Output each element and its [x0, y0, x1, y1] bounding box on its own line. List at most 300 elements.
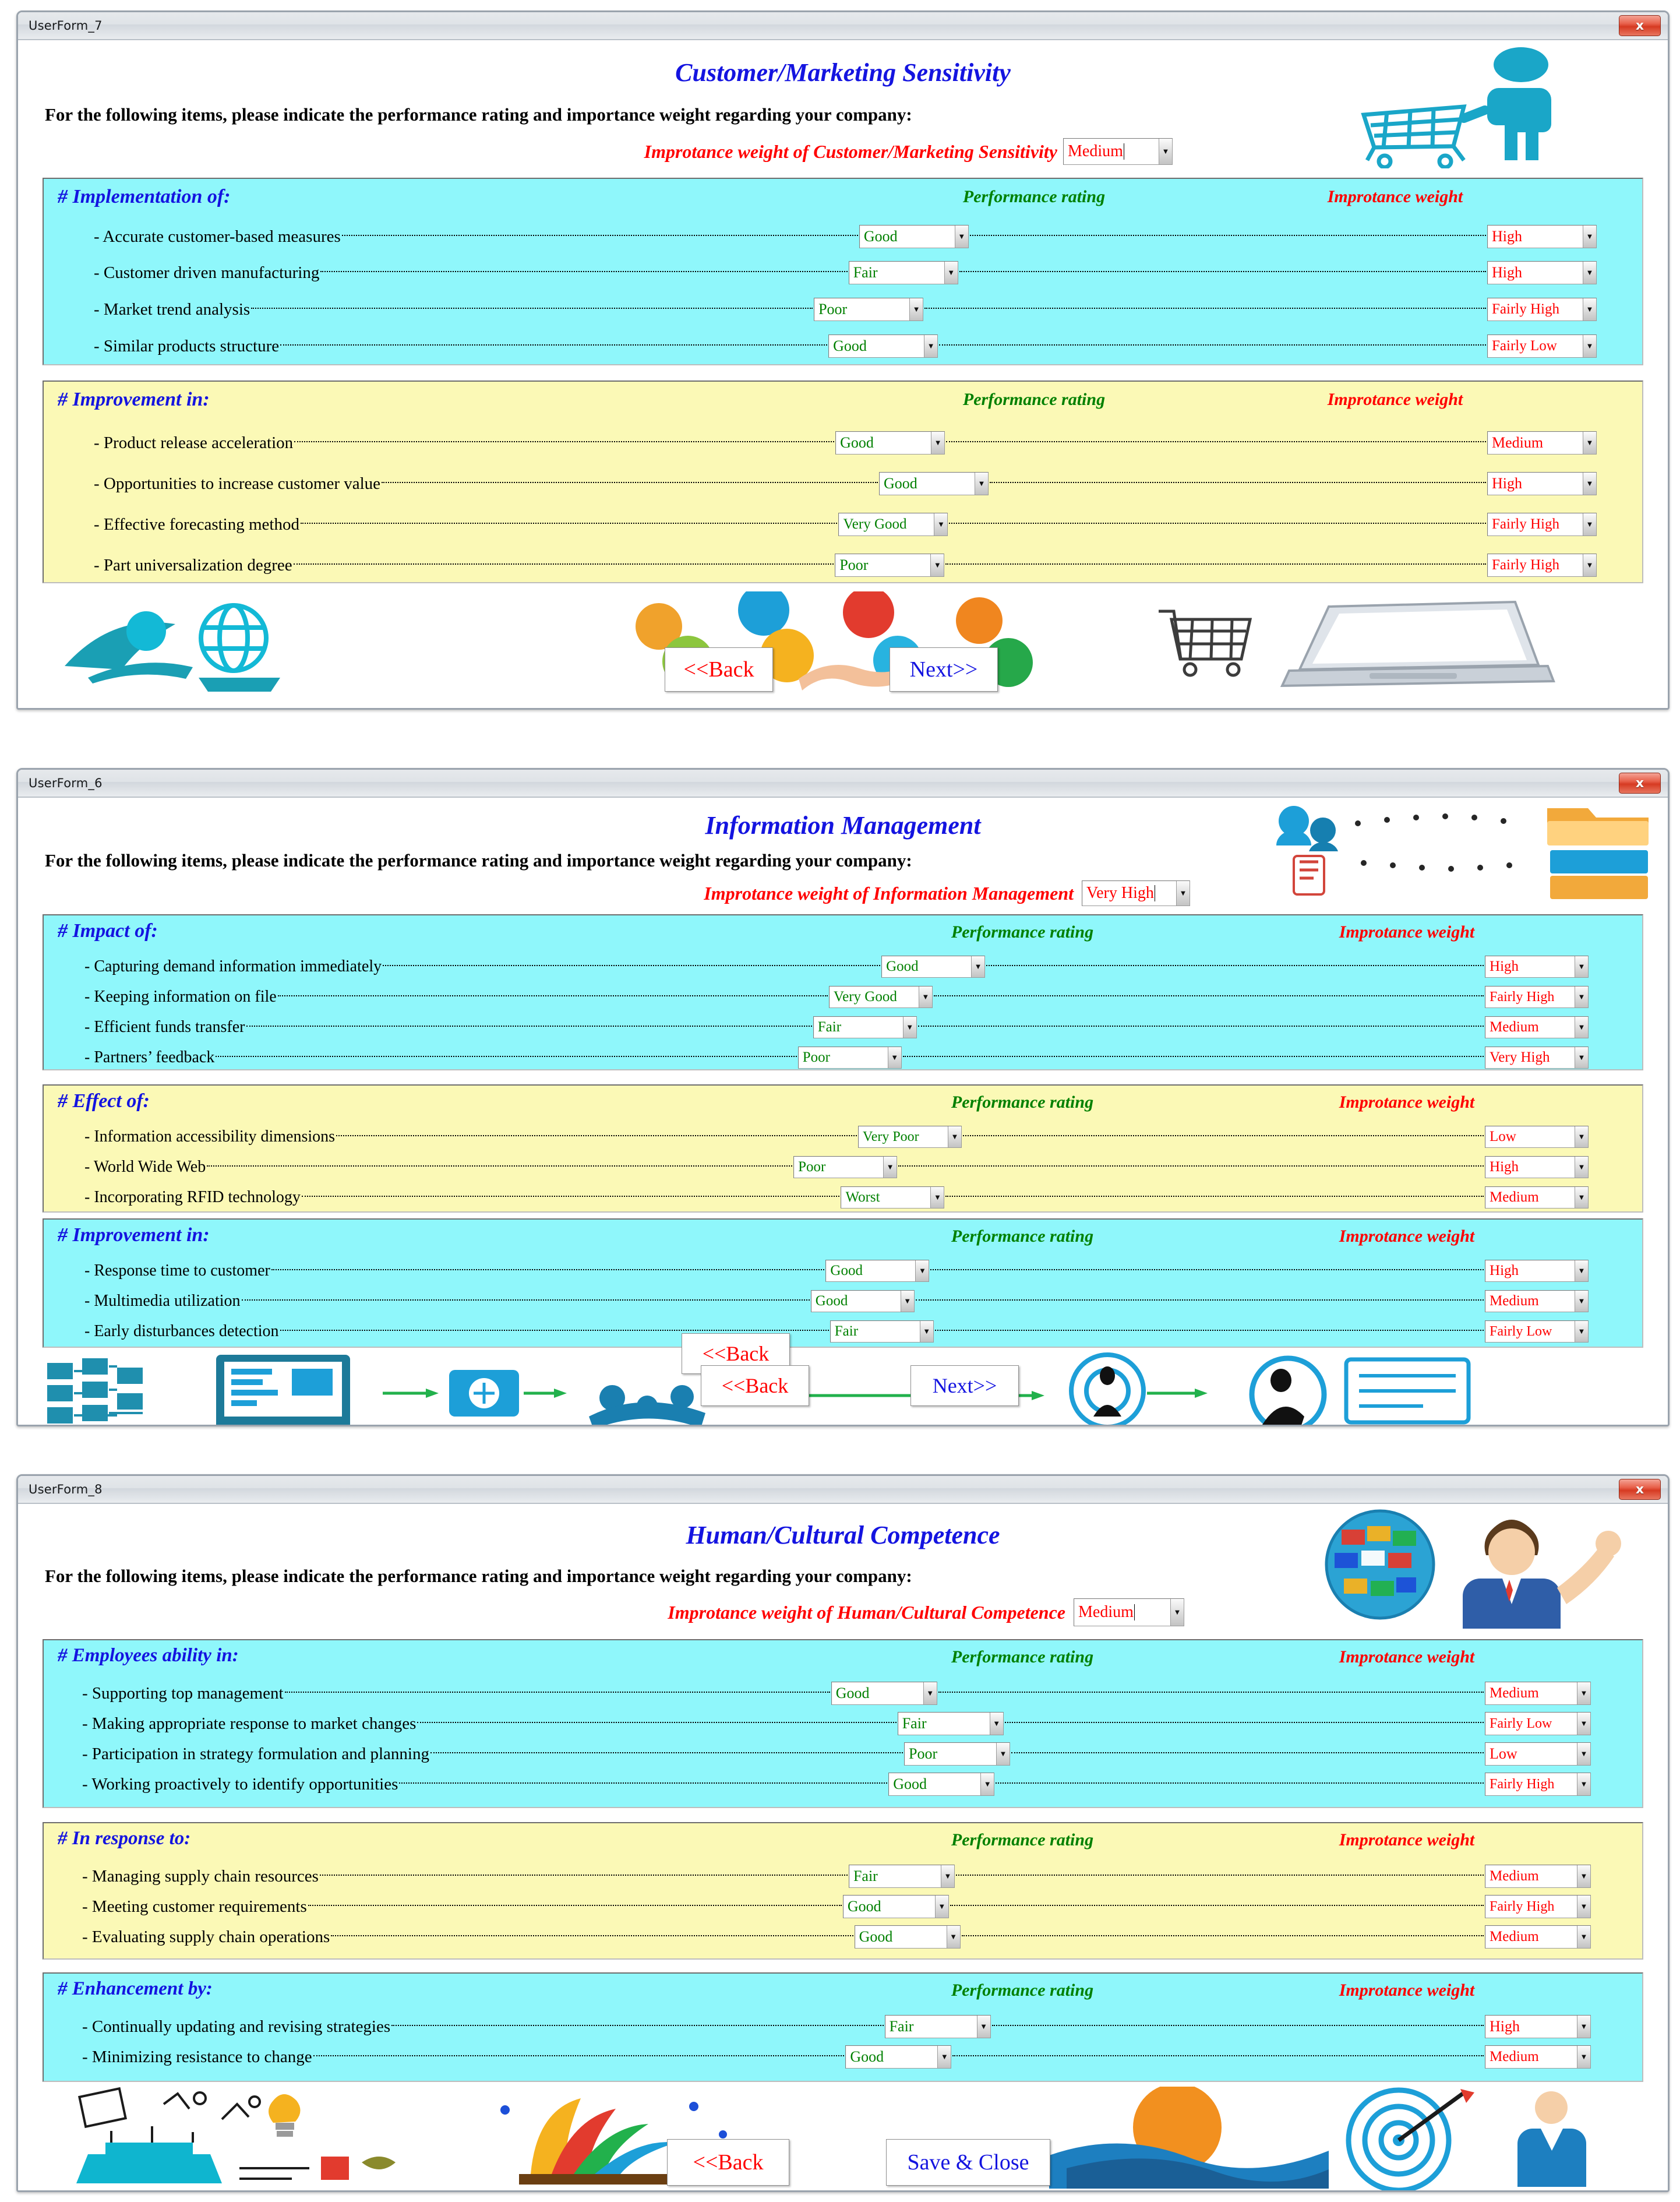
item-label: - Effective forecasting method	[94, 515, 299, 534]
item-label: - Customer driven manufacturing	[94, 263, 320, 282]
form-6-section-1-weight-header: Improtance weight	[1339, 922, 1475, 942]
form-7-section-1-weight-header: Improtance weight	[1327, 187, 1463, 206]
importance-weight-value: Fairly High	[1490, 1776, 1555, 1792]
item-label: - Making appropriate response to market changes	[82, 1714, 417, 1733]
importance-weight-select[interactable]	[1485, 1156, 1589, 1178]
importance-weight-value: Medium	[1490, 2049, 1539, 2064]
leader-dots	[956, 1875, 1484, 1876]
importance-weight-select[interactable]	[1485, 1712, 1591, 1735]
importance-weight-select[interactable]	[1487, 431, 1597, 455]
leader-dots	[246, 1026, 812, 1027]
leader-dots	[207, 1165, 792, 1167]
item-label: - Part universalization degree	[94, 555, 292, 575]
item-label: - Similar products structure	[94, 336, 280, 355]
item-label: - Accurate customer-based measures	[94, 227, 341, 246]
chevron-down-icon[interactable]: ▼	[1583, 226, 1596, 248]
leader-dots	[930, 1269, 1484, 1270]
item-label: - Multimedia utilization	[84, 1292, 241, 1310]
leader-dots	[294, 441, 834, 442]
importance-weight-value: Fairly Low	[1490, 1715, 1552, 1731]
chevron-down-icon[interactable]: ▼	[1170, 1599, 1184, 1626]
performance-rating-select[interactable]	[879, 472, 989, 495]
chevron-down-icon[interactable]: ▼	[883, 1157, 897, 1178]
importance-weight-value: Fairly High	[1492, 557, 1559, 573]
form-6-section-3-heading: # Improvement in:	[58, 1224, 210, 1246]
form-6-overall-weight-select[interactable]	[1082, 880, 1190, 906]
importance-weight-select[interactable]	[1485, 1260, 1589, 1282]
importance-weight-value: Fairly High	[1492, 516, 1559, 532]
importance-weight-value: Medium	[1490, 1868, 1539, 1884]
userform-7-title-text: UserForm_7	[29, 19, 103, 33]
importance-weight-select[interactable]	[1485, 2015, 1591, 2038]
form-7-section-improvement-panel	[43, 380, 1643, 583]
leader-dots	[294, 563, 834, 565]
leader-dots	[945, 563, 1486, 565]
leader-dots	[949, 523, 1486, 524]
performance-rating-select[interactable]	[859, 225, 969, 248]
table-row	[44, 2045, 1642, 2069]
chevron-down-icon[interactable]: ▼	[975, 473, 988, 495]
back-button-form8[interactable]: <<Back	[667, 2139, 789, 2186]
chevron-down-icon[interactable]: ▼	[1577, 2046, 1590, 2068]
form-8-section-2-heading: # In response to:	[58, 1828, 191, 1849]
importance-weight-select[interactable]	[1485, 1320, 1589, 1343]
next-button[interactable]: Next>>	[890, 647, 998, 692]
table-row	[44, 1864, 1642, 1889]
chevron-down-icon[interactable]: ▼	[931, 432, 944, 454]
chevron-down-icon[interactable]: ▼	[1583, 298, 1596, 320]
chevron-down-icon[interactable]: ▼	[1575, 1291, 1588, 1312]
leader-dots	[302, 1196, 840, 1197]
performance-rating-value: Fair	[817, 1019, 842, 1035]
target-dartboard-illustration	[1288, 2087, 1649, 2190]
form-6-overall-weight-row	[18, 880, 1190, 906]
performance-rating-select[interactable]	[881, 956, 985, 978]
form-7-instruction: For the following items, please indicate the performance rating and importance weight regarding your company:	[45, 104, 912, 125]
chevron-down-icon[interactable]: ▼	[1575, 1157, 1588, 1178]
form-7-overall-weight-row	[18, 138, 1173, 165]
performance-rating-value: Good	[886, 959, 919, 974]
chevron-down-icon[interactable]: ▼	[1583, 335, 1596, 357]
back-button-form6[interactable]: <<Back	[701, 1365, 809, 1406]
leader-dots	[383, 965, 880, 966]
form-7-section-1-perf-header: Performance rating	[962, 187, 1106, 206]
chevron-down-icon[interactable]: ▼	[955, 226, 968, 248]
leader-dots	[939, 344, 1486, 346]
form-8-overall-weight-row	[18, 1598, 1184, 1626]
laptop-cart-illustration	[1154, 594, 1556, 697]
table-row	[44, 431, 1642, 455]
form-8-section-2-perf-header: Performance rating	[951, 1830, 1094, 1849]
importance-weight-value: High	[1492, 264, 1522, 281]
userform-8-body	[18, 1504, 1668, 2190]
chevron-down-icon[interactable]: ▼	[941, 1865, 954, 1887]
importance-weight-select[interactable]	[1485, 1682, 1591, 1705]
leader-dots	[945, 1196, 1484, 1197]
leader-dots	[308, 1905, 842, 1906]
chevron-down-icon[interactable]: ▼	[1176, 881, 1190, 906]
importance-weight-select[interactable]	[1487, 334, 1597, 358]
performance-rating-value: Poor	[818, 301, 848, 318]
performance-rating-select[interactable]	[825, 1260, 929, 1282]
form-8-section-1-heading: # Employees ability in:	[58, 1645, 239, 1666]
form-7-section-implementation-panel	[43, 178, 1643, 365]
form-8-section-3-heading: # Enhancement by:	[58, 1978, 213, 1999]
back-button[interactable]: <<Back	[682, 1333, 790, 1374]
leader-dots	[946, 441, 1486, 442]
form-8-section-employees-panel	[43, 1639, 1643, 1808]
table-row	[44, 1155, 1642, 1179]
close-icon[interactable]: x	[1619, 773, 1661, 794]
save-and-close-button[interactable]: Save & Close	[886, 2139, 1050, 2186]
userform-7-body	[18, 40, 1668, 708]
userform-8-titlebar	[18, 1476, 1668, 1504]
form-7-section-1-heading: # Implementation of:	[58, 186, 231, 207]
close-icon[interactable]: x	[1619, 15, 1661, 36]
performance-rating-select[interactable]	[835, 431, 945, 455]
leader-dots	[959, 271, 1486, 272]
importance-weight-select[interactable]	[1485, 986, 1589, 1008]
importance-weight-select[interactable]	[1485, 1742, 1591, 1766]
chevron-down-icon[interactable]: ▼	[920, 1321, 933, 1342]
chevron-down-icon[interactable]: ▼	[1575, 1047, 1588, 1068]
chevron-down-icon[interactable]: ▼	[1577, 1713, 1590, 1735]
performance-rating-select[interactable]	[814, 298, 923, 321]
chevron-down-icon[interactable]: ▼	[1575, 1187, 1588, 1208]
chevron-down-icon[interactable]: ▼	[1575, 1017, 1588, 1038]
chevron-down-icon[interactable]: ▼	[1577, 1743, 1590, 1765]
performance-rating-select[interactable]	[904, 1742, 1010, 1766]
chevron-down-icon[interactable]: ▼	[1575, 987, 1588, 1007]
item-label: - Opportunities to increase customer value	[94, 474, 381, 493]
form-6-section-2-heading: # Effect of:	[58, 1090, 150, 1112]
item-label: - Efficient funds transfer	[84, 1018, 245, 1036]
form-8-section-response-panel	[43, 1822, 1643, 1960]
performance-rating-value: Good	[830, 1263, 863, 1278]
leader-dots	[285, 1692, 830, 1693]
form-8-overall-weight-select[interactable]	[1074, 1598, 1184, 1626]
performance-rating-value: Very Good	[843, 516, 907, 532]
text-caret	[1134, 1604, 1135, 1620]
form-6-page-title: Information Management	[705, 811, 981, 840]
chevron-down-icon[interactable]: ▼	[971, 956, 984, 977]
importance-weight-value: Very High	[1490, 1049, 1550, 1065]
form-6-section-2-perf-header: Performance rating	[951, 1093, 1094, 1112]
form-6-section-3-weight-header: Improtance weight	[1339, 1227, 1475, 1246]
leader-dots	[924, 308, 1486, 309]
performance-rating-value: Fair	[853, 264, 878, 281]
importance-weight-value: Fairly High	[1490, 989, 1555, 1005]
performance-rating-select[interactable]	[813, 1016, 917, 1038]
leader-dots	[271, 1269, 825, 1270]
performance-rating-select[interactable]	[855, 1925, 961, 1949]
chevron-down-icon[interactable]: ▼	[1575, 1126, 1588, 1147]
leader-dots	[990, 482, 1486, 483]
chevron-down-icon[interactable]: ▼	[990, 1713, 1003, 1735]
performance-rating-select[interactable]	[843, 1895, 949, 1918]
chevron-down-icon[interactable]: ▼	[1577, 1865, 1590, 1887]
leader-dots	[898, 1165, 1484, 1167]
form-8-section-2-weight-header: Improtance weight	[1339, 1830, 1475, 1849]
item-label: - Partners’ feedback	[84, 1048, 215, 1066]
table-row	[44, 1894, 1642, 1919]
importance-weight-select[interactable]	[1487, 554, 1597, 577]
performance-rating-value: Good	[850, 2048, 884, 2065]
table-row	[44, 512, 1642, 537]
table-row	[44, 2014, 1642, 2039]
importance-weight-value: Medium	[1490, 1019, 1539, 1035]
chevron-down-icon[interactable]: ▼	[915, 1260, 929, 1281]
leader-dots	[320, 1875, 848, 1876]
item-label: - Continually updating and revising strategies	[82, 2017, 391, 2036]
chevron-down-icon[interactable]: ▼	[888, 1047, 901, 1068]
table-row	[44, 1742, 1642, 1766]
leader-dots	[417, 1722, 896, 1723]
performance-rating-select[interactable]	[798, 1047, 902, 1069]
chevron-down-icon[interactable]: ▼	[909, 298, 923, 320]
importance-weight-value: High	[1492, 228, 1523, 245]
importance-weight-select[interactable]	[1485, 1925, 1591, 1949]
chevron-down-icon[interactable]: ▼	[1583, 262, 1596, 284]
item-label: - Response time to customer	[84, 1262, 270, 1280]
importance-weight-select[interactable]	[1485, 1186, 1589, 1209]
form-8-overall-weight-label: Improtance weight of Human/Cultural Competence	[668, 1601, 1065, 1623]
chevron-down-icon[interactable]: ▼	[1577, 1926, 1590, 1948]
performance-rating-value: Poor	[798, 1159, 826, 1175]
performance-rating-value: Good	[859, 1928, 893, 1945]
importance-weight-value: Fairly High	[1490, 1898, 1555, 1914]
importance-weight-value: High	[1492, 475, 1523, 492]
item-label: - Managing supply chain resources	[82, 1866, 319, 1886]
next-button-form6[interactable]: Next>>	[910, 1365, 1019, 1406]
leader-dots	[952, 2055, 1484, 2056]
importance-weight-select[interactable]	[1485, 956, 1589, 978]
userform-8-window	[16, 1474, 1670, 2192]
importance-weight-select[interactable]	[1485, 1016, 1589, 1038]
performance-rating-select[interactable]	[829, 986, 933, 1008]
leader-dots	[331, 1935, 853, 1936]
chevron-down-icon[interactable]: ▼	[1577, 1682, 1590, 1704]
importance-weight-select[interactable]	[1485, 1290, 1589, 1312]
importance-weight-select[interactable]	[1485, 1773, 1591, 1796]
chevron-down-icon[interactable]: ▼	[937, 2046, 951, 2068]
performance-rating-value: Good	[884, 475, 917, 492]
performance-rating-select[interactable]	[885, 2015, 991, 2038]
form-8-instruction: For the following items, please indicate the performance rating and importance weight regarding your company:	[45, 1566, 912, 1586]
chevron-down-icon[interactable]: ▼	[944, 262, 958, 284]
importance-weight-select[interactable]	[1485, 1865, 1591, 1888]
form-6-instruction: For the following items, please indicate the performance rating and importance weight regarding your company:	[45, 850, 912, 871]
leader-dots	[950, 1905, 1484, 1906]
table-row	[44, 224, 1642, 249]
importance-weight-select[interactable]	[1487, 472, 1597, 495]
form-7-section-2-weight-header: Improtance weight	[1327, 390, 1463, 409]
leader-dots	[399, 1782, 887, 1784]
userform-7-titlebar	[18, 12, 1668, 40]
table-row	[44, 985, 1642, 1009]
performance-rating-select[interactable]	[838, 513, 948, 536]
item-label: - Information accessibility dimensions	[84, 1128, 336, 1146]
chevron-down-icon[interactable]: ▼	[1577, 1773, 1590, 1795]
performance-rating-select[interactable]	[828, 334, 938, 358]
form-8-section-1-perf-header: Performance rating	[951, 1647, 1094, 1667]
chevron-down-icon[interactable]: ▼	[980, 1773, 994, 1795]
chevron-down-icon[interactable]: ▼	[1159, 139, 1172, 164]
importance-weight-value: High	[1490, 1263, 1519, 1278]
item-label: - World Wide Web	[84, 1158, 206, 1176]
chevron-down-icon[interactable]: ▼	[919, 987, 932, 1007]
table-row	[44, 955, 1642, 978]
chevron-down-icon[interactable]: ▼	[1575, 1321, 1588, 1342]
item-label: - Minimizing resistance to change	[82, 2047, 312, 2066]
leader-dots	[280, 1330, 829, 1331]
table-row	[44, 1259, 1642, 1283]
form-7-footer-artwork	[18, 591, 1668, 702]
performance-rating-select[interactable]	[858, 1126, 962, 1148]
chevron-down-icon[interactable]: ▼	[935, 1896, 948, 1918]
table-row	[44, 297, 1642, 322]
importance-weight-value: Fairly Low	[1492, 338, 1557, 354]
form-8-section-3-perf-header: Performance rating	[951, 1981, 1094, 2000]
importance-weight-select[interactable]	[1487, 513, 1597, 536]
performance-rating-value: Very Good	[833, 989, 897, 1005]
userform-8-title-text: UserForm_8	[29, 1482, 103, 1496]
chevron-down-icon[interactable]: ▼	[1575, 1260, 1588, 1281]
chevron-down-icon[interactable]: ▼	[1577, 1896, 1590, 1918]
leader-dots	[280, 344, 827, 346]
importance-weight-value: High	[1490, 2018, 1520, 2035]
chevron-down-icon[interactable]: ▼	[977, 2016, 990, 2038]
item-label: - Early disturbances detection	[84, 1322, 279, 1340]
userform-6-window	[16, 768, 1670, 1426]
performance-rating-value: Very Poor	[863, 1129, 919, 1144]
leader-dots	[430, 1752, 903, 1753]
idea-lightbulb-illustration	[47, 2087, 420, 2189]
performance-rating-select[interactable]	[898, 1712, 1004, 1735]
performance-rating-select[interactable]	[835, 554, 944, 577]
chevron-down-icon[interactable]: ▼	[903, 1017, 916, 1038]
chevron-down-icon[interactable]: ▼	[996, 1743, 1010, 1765]
leader-dots	[986, 965, 1484, 966]
chevron-down-icon[interactable]: ▼	[1583, 473, 1596, 495]
leader-dots	[935, 1330, 1484, 1331]
chevron-down-icon[interactable]: ▼	[1575, 956, 1588, 977]
leader-dots	[242, 1299, 810, 1301]
leader-dots	[992, 2025, 1484, 2026]
performance-rating-select[interactable]	[831, 1682, 937, 1705]
chevron-down-icon[interactable]: ▼	[934, 513, 947, 535]
form-6-section-3-perf-header: Performance rating	[951, 1227, 1094, 1246]
importance-weight-value: High	[1490, 959, 1519, 974]
form-8-section-3-weight-header: Improtance weight	[1339, 1981, 1475, 2000]
chevron-down-icon[interactable]: ▼	[1583, 554, 1596, 576]
chevron-down-icon[interactable]: ▼	[901, 1291, 914, 1312]
chevron-down-icon[interactable]: ▼	[923, 1682, 937, 1704]
form-6-footer-artwork	[18, 1352, 1668, 1426]
performance-rating-value: Fair	[853, 1868, 878, 1884]
form-6-section-1-perf-header: Performance rating	[951, 922, 1094, 942]
item-label: - Market trend analysis	[94, 300, 250, 319]
form-6-overall-weight-value: Very High	[1086, 884, 1154, 902]
importance-weight-select[interactable]	[1485, 2045, 1591, 2069]
performance-rating-select[interactable]	[845, 2045, 951, 2069]
userform-6-title-text: UserForm_6	[29, 776, 103, 790]
performance-rating-select[interactable]	[830, 1320, 934, 1343]
leader-dots	[1011, 1752, 1484, 1753]
leader-dots	[313, 2055, 845, 2056]
importance-weight-value: Medium	[1492, 434, 1544, 451]
leader-dots	[903, 1056, 1484, 1057]
leader-dots	[962, 1935, 1484, 1936]
leader-dots	[963, 1135, 1484, 1136]
importance-weight-select[interactable]	[1485, 1126, 1589, 1148]
form-8-section-1-weight-header: Improtance weight	[1339, 1647, 1475, 1667]
leader-dots	[382, 482, 878, 483]
performance-rating-value: Good	[863, 228, 898, 245]
importance-weight-select[interactable]	[1487, 261, 1597, 284]
importance-weight-value: Medium	[1490, 1293, 1539, 1309]
performance-rating-select[interactable]	[849, 261, 958, 284]
chevron-down-icon[interactable]: ▼	[930, 1187, 944, 1208]
form-8-page-title: Human/Cultural Competence	[686, 1521, 1000, 1549]
table-row	[44, 1290, 1642, 1313]
performance-rating-value: Good	[840, 434, 874, 451]
teal-logistics-illustration	[53, 596, 327, 695]
chevron-down-icon[interactable]: ▼	[1583, 432, 1596, 454]
performance-rating-select[interactable]	[841, 1186, 944, 1209]
importance-weight-value: High	[1490, 1159, 1519, 1175]
importance-weight-select[interactable]	[1485, 1047, 1589, 1069]
importance-weight-value: Medium	[1490, 1685, 1539, 1701]
table-row	[44, 1046, 1642, 1069]
back-button[interactable]: <<Back	[665, 647, 773, 692]
form-6-section-1-heading: # Impact of:	[58, 920, 158, 942]
form-7-page-title: Customer/Marketing Sensitivity	[675, 58, 1011, 87]
form-7-overall-weight-value: Medium	[1068, 142, 1123, 160]
importance-weight-select[interactable]	[1487, 298, 1597, 321]
item-label: - Meeting customer requirements	[82, 1897, 307, 1916]
performance-rating-select[interactable]	[793, 1156, 897, 1178]
item-label: - Capturing demand information immediately	[84, 957, 382, 975]
performance-rating-value: Fair	[889, 2018, 914, 2035]
importance-weight-select[interactable]	[1487, 225, 1597, 248]
importance-weight-select[interactable]	[1485, 1895, 1591, 1918]
performance-rating-value: Fair	[902, 1715, 927, 1732]
leader-dots	[278, 995, 828, 996]
chevron-down-icon[interactable]: ▼	[1583, 513, 1596, 535]
chevron-down-icon[interactable]: ▼	[924, 335, 937, 357]
form-6-section-improvement-panel	[43, 1218, 1643, 1348]
table-row	[44, 1681, 1642, 1706]
chevron-down-icon[interactable]: ▼	[1577, 2016, 1590, 2038]
form-7-overall-weight-select[interactable]	[1063, 138, 1173, 165]
performance-rating-value: Good	[815, 1293, 848, 1309]
form-8-section-enhancement-panel	[43, 1972, 1643, 2082]
table-row	[44, 553, 1642, 577]
chevron-down-icon[interactable]: ▼	[930, 554, 944, 576]
form-7-overall-weight-label: Improtance weight of Customer/Marketing Sensitivity	[644, 140, 1057, 162]
importance-weight-value: Low	[1490, 1745, 1517, 1762]
item-label: - Supporting top management	[82, 1683, 284, 1703]
performance-rating-value: Worst	[845, 1189, 880, 1205]
performance-rating-select[interactable]	[811, 1290, 915, 1312]
chevron-down-icon[interactable]: ▼	[948, 1126, 961, 1147]
performance-rating-select[interactable]	[888, 1773, 994, 1796]
close-icon[interactable]: x	[1619, 1479, 1661, 1500]
chevron-down-icon[interactable]: ▼	[947, 1926, 960, 1948]
table-row	[44, 1125, 1642, 1148]
performance-rating-select[interactable]	[849, 1865, 955, 1888]
